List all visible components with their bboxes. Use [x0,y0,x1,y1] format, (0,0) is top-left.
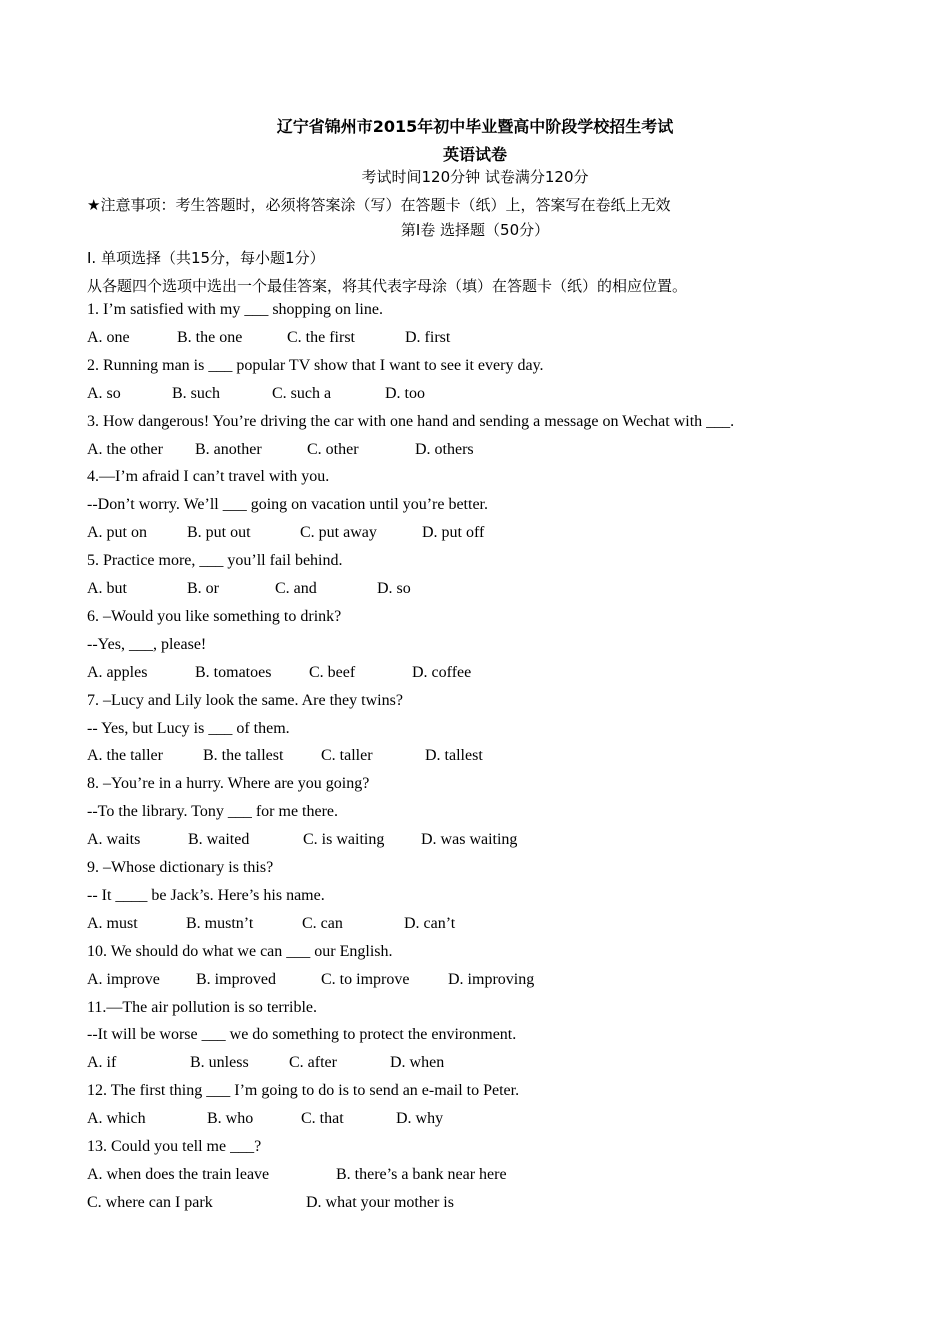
question-7-option-a: A. the taller [87,747,163,765]
question-13-stem-line: 13. Could you tell me ___? [87,1138,262,1155]
question-4-stem-line: --Don’t worry. We’ll ___ going on vacation until you’re better. [87,496,488,514]
question-1-option-d: D. first [405,328,451,346]
question-7-option-d: D. tallest [425,747,483,765]
question-8-stem-line: 8. –You’re in a hurry. Where are you going? [87,775,370,793]
question-6-stem-line: 6. –Would you like something to drink? [87,607,342,625]
question-9-option-b: B. mustn’t [186,914,254,932]
question-5-stem-line: 5. Practice more, ___ you’ll fail behind. [87,552,343,570]
question-7-option-b: B. the tallest [203,747,284,765]
question-10-option-c: C. to improve [321,970,410,988]
question-8-option-c: C. is waiting [303,831,385,849]
question-9-option-a: A. must [87,914,138,932]
question-2-stem-line: 2. Running man is ___ popular TV show that I want to see it every day. [87,356,544,374]
question-1-option-a: A. one [87,328,130,346]
question-3-option-c: C. other [307,440,359,458]
question-11-option-b: B. unless [190,1054,249,1072]
question-3-option-b: B. another [195,440,262,458]
exam-subtitle: 英语试卷 [442,145,507,164]
question-3-option-a: A. the other [87,440,163,458]
question-5-option-d: D. so [377,580,411,597]
question-4-option-a: A. put on [87,524,147,542]
question-11-stem-line: --It will be worse ___ we do something to protect the environment. [87,1026,517,1044]
question-1-option-c: C. the first [287,328,355,346]
question-12-stem-line: 12. The first thing ___ I’m going to do is to send an e-mail to Peter. [87,1082,520,1100]
question-12-option-c: C. that [301,1110,344,1128]
question-11-option-c: C. after [289,1054,337,1072]
question-6-stem-line: --Yes, ___, please! [87,635,207,653]
question-9-stem-line: -- It ____ be Jack’s. Here’s his name. [87,886,325,904]
exam-title: 辽宁省锦州市2015年初中毕业暨高中阶段学校招生考试 [276,117,674,136]
question-4-option-b: B. put out [187,524,251,542]
question-13-option-a: A. when does the train leave [87,1165,270,1183]
question-11-stem-line: 11.—The air pollution is so terrible. [87,998,318,1016]
question-8-stem-line: --To the library. Tony ___ for me there. [87,803,339,821]
question-4-option-d: D. put off [422,524,485,542]
question-4-option-c: C. put away [300,524,377,542]
question-13-option-c: C. where can I park [87,1193,213,1211]
question-12-option-b: B. who [207,1110,254,1128]
question-9-option-d: D. can’t [404,914,456,932]
question-7-stem-line: -- Yes, but Lucy is ___ of them. [87,719,290,737]
question-8-option-d: D. was waiting [421,831,518,849]
question-13-option-d: D. what your mother is [306,1193,454,1211]
question-8-option-a: A. waits [87,831,141,849]
question-6-option-b: B. tomatoes [195,663,272,681]
question-1-option-b: B. the one [177,328,243,346]
question-2-option-a: A. so [87,384,121,402]
question-3-option-d: D. others [415,440,474,458]
question-9-option-c: C. can [302,914,343,932]
question-10-option-a: A. improve [87,970,160,988]
question-12-option-a: A. which [87,1110,146,1128]
question-5-option-a: A. but [87,580,127,597]
question-2-option-c: C. such a [272,384,332,402]
question-11-option-a: A. if [87,1054,117,1072]
question-12-option-d: D. why [396,1110,444,1128]
section-instruction: 从各题四个选项中选出一个最佳答案，将其代表字母涂（填）在答题卡（纸）的相应位置。 [87,277,688,295]
question-7-option-c: C. taller [321,747,373,765]
question-5-option-b: B. or [187,580,219,597]
question-6-option-c: C. beef [309,663,356,681]
question-10-option-b: B. improved [196,970,276,988]
question-9-stem-line: 9. –Whose dictionary is this? [87,859,274,876]
section-heading: Ⅰ. 单项选择（共15分，每小题1分） [87,249,325,267]
notice-text: ★注意事项：考生答题时，必须将答案涂（写）在答题卡（纸）上，答案写在卷纸上无效 [87,196,671,214]
question-7-stem-line: 7. –Lucy and Lily look the same. Are they twins? [87,691,403,709]
question-4-stem-line: 4.—I’m afraid I can’t travel with you. [87,468,330,486]
question-10-stem-line: 10. We should do what we can ___ our English. [87,942,393,960]
question-2-option-b: B. such [172,384,220,402]
question-6-option-a: A. apples [87,663,148,681]
question-2-option-d: D. too [385,384,425,402]
question-1-stem-line: 1. I’m satisfied with my ___ shopping on line. [87,301,383,318]
question-3-stem-line: 3. How dangerous! You’re driving the car with one hand and sending a message on Wechat with ___. [87,412,735,430]
question-8-option-b: B. waited [188,831,250,849]
volume-heading: 第Ⅰ卷 选择题（50分） [400,221,550,239]
question-6-option-d: D. coffee [412,663,472,681]
exam-info: 考试时间120分钟 试卷满分120分 [361,168,589,186]
question-11-option-d: D. when [390,1054,445,1072]
question-10-option-d: D. improving [448,970,535,988]
question-13-option-b: B. there’s a bank near here [336,1165,507,1183]
question-5-option-c: C. and [275,580,317,597]
